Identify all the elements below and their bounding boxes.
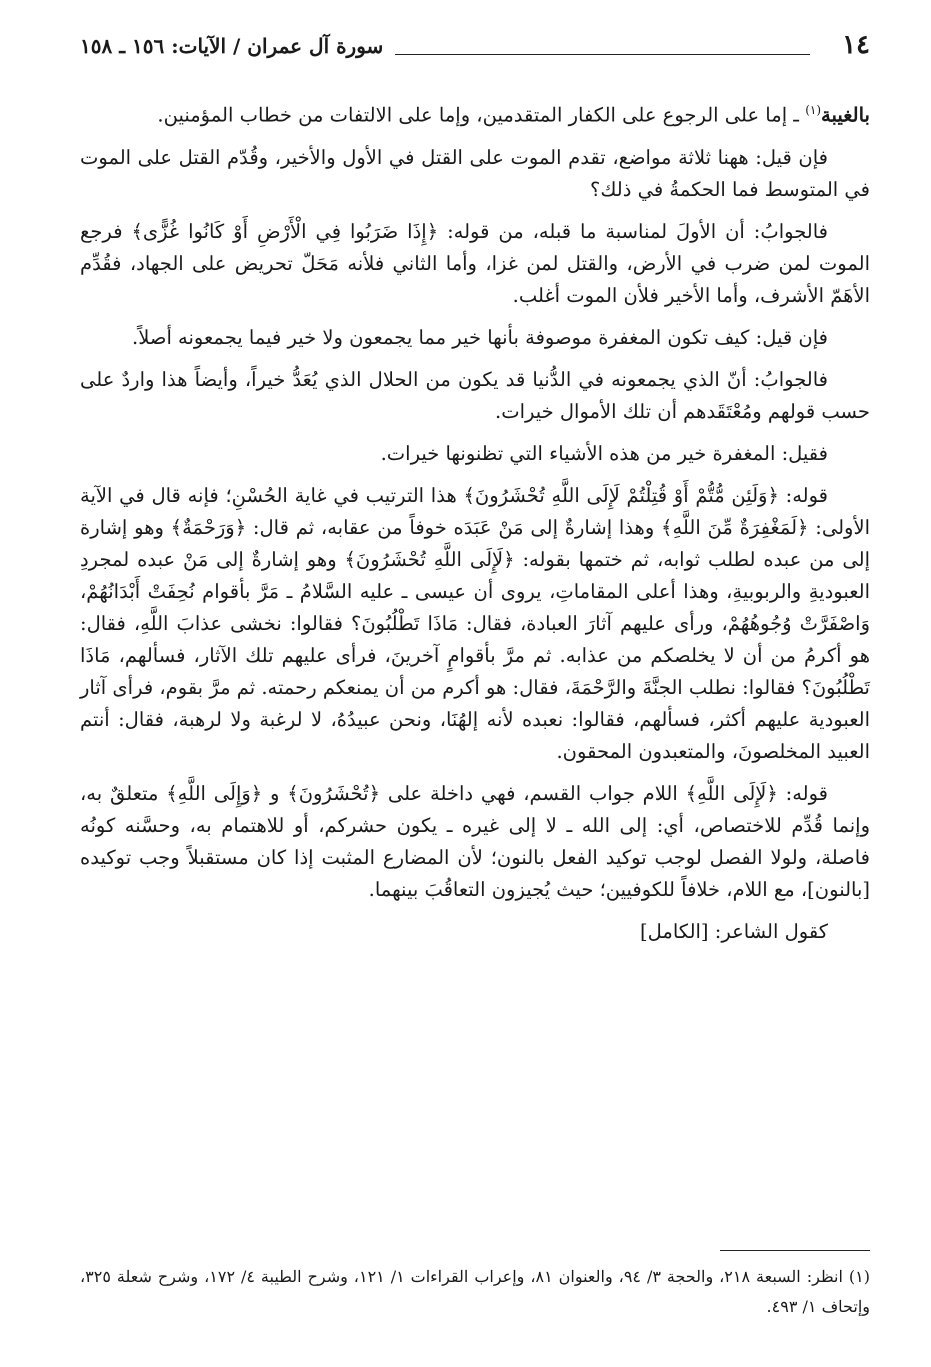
paragraph-7: قوله: ﴿وَلَئِن مُّتُّمْ أَوْ قُتِلْتُمْ لَإِلَى اللَّهِ تُحْشَرُونَ﴾ هذا الترتيب في غاية الحُسْنِ؛ فإنه قال في الآية الأولى: ﴿لَمَغْفِرَةٌ مِّنَ اللَّهِ﴾ وهذا إشارةٌ إلى مَنْ عَبَدَه خوفاً من عقابه، ثم قال: ﴿وَرَحْمَةٌ﴾ وهو إشارة إلى من عبده لطلب ثوابه، ثم ختمها بقوله: ﴿لَإِلَى اللَّهِ تُحْشَرُونَ﴾ وهو إشارةٌ إلى مَنْ عبده لمجردِ العبوديةِ والربوبيةِ، وهذا أعلى المقاماتِ، يروى أن عيسى ـ عليه السَّلامُ ـ مَرَّ بأقوام نُحِفَتْ أَبْدَانُهُمْ، وَاصْفَرَّتْ وُجُوهُهُمْ، ورأى عليهم آثارَ العبادة، فقال: مَاذَا تَطْلُبُونَ؟ فقالوا: نخشى عذابَ اللَّهِ، فقال: هو أكرمُ من أن لا يخلصكم من عذابه. ثم مرَّ بأقوامٍ آخرينَ، فرأى عليهم تلك الآثار، فسألهم، مَاذَا تَطْلُبُونَ؟ فقالوا: نطلب الجنَّةَ والرَّحْمَةَ، فقال: هو أكرم من أن يمنعكم رحمته. ثم مرَّ بقوم، فرأى آثار العبودية عليهم أكثر، فسألهم، فقالوا: نعبده لأنه إلهُنَا، ونحن عبيدُهُ، لا لرغبة ولا لرهبة، فقال: أنتم العبيد المخلصونَ، والمتعبدون المحقون. — [80, 483, 870, 763]
footnotes — [80, 1262, 870, 1332]
paragraph-1 — [80, 94, 870, 132]
lead-word: بالغيبة — [821, 103, 870, 127]
paragraph-8: قوله: ﴿لَإِلَى اللَّهِ﴾ اللام جواب القسم، فهي داخلة على ﴿تُحْشَرُونَ﴾ و ﴿وَإِلَى اللَّهِ﴾ متعلقٌ به، وإنما قُدِّم للاختصاص، أي: إلى الله ـ لا إلى غيره ـ يكون حشركم، أو للاهتمام به، وحسَّنه كونُه فاصلة، ولولا الفصل لوجب توكيد الفعل بالنون؛ لأن المضارع المثبت إذا كان مستقبلاً وجب توكيده [بالنون]، مع اللام، خلافاً للكوفيين؛ حيث يُجيزون التعاقُبَ بينهما. — [80, 781, 870, 901]
footnote-rule — [720, 1250, 870, 1251]
page — [80, 30, 870, 1330]
footnote-1: (١) انظر: السبعة ٢١٨، والحجة ٣/ ٩٤، والعنوان ٨١، وإعراب القراءات ١/ ١٢١، وشرح الطيبة ٤/ ١٧٢، وشرح شعلة ٣٢٥، وإتحاف ١/ ٤٩٣. — [80, 1267, 870, 1316]
header-rule — [395, 54, 810, 55]
running-title: سورة آل عمران / الآيات: ١٥٦ ـ ١٥٨ — [80, 34, 384, 58]
paragraph-text: ـ إما على الرجوع على الكفار المتقدمين، وإما على الالتفات من خطاب المؤمنين. — [157, 103, 806, 127]
paragraph-5: فالجوابُ: أنّ الذي يجمعونه في الدُّنيا قد يكون من الحلال الذي يُعَدُّ خيراً، وأيضاً هذا واردٌ على حسب قولهم ومُعْتَقَدهم أن تلك الأموال خيرات. — [80, 367, 870, 423]
footnote-marker[interactable]: (١) — [805, 103, 822, 117]
paragraph-4: فإن قيل: كيف تكون المغفرة موصوفة بأنها خير مما يجمعون ولا خير فيما يجمعونه أصلاً. — [132, 325, 828, 349]
paragraph-9: كقول الشاعر: [الكامل] — [640, 919, 828, 943]
paragraph-3: فالجوابُ: أن الأولَ لمناسبة ما قبله، من قوله: ﴿إِذَا ضَرَبُوا فِي الْأَرْضِ أَوْ كَانُوا غُزًّى﴾ فرجع الموت لمن ضرب في الأرض، والقتل لمن غزا، وأما الثاني فلأنه مَحَلّ تحريض على الجهاد، فقُدِّم الأهَمّ الأشرف، وأما الأخير فلأن الموت أغلب. — [80, 219, 870, 307]
paragraph-6: فقيل: المغفرة خير من هذه الأشياء التي تظنونها خيرات. — [380, 441, 828, 465]
page-header — [80, 30, 870, 70]
page-number: ١٤ — [842, 30, 870, 60]
paragraph-2: فإن قيل: ههنا ثلاثة مواضع، تقدم الموت على القتل في الأول والأخير، وقُدّم القتل على الموت في المتوسط فما الحكمةُ في ذلك؟ — [80, 145, 870, 201]
main-text — [80, 94, 870, 958]
